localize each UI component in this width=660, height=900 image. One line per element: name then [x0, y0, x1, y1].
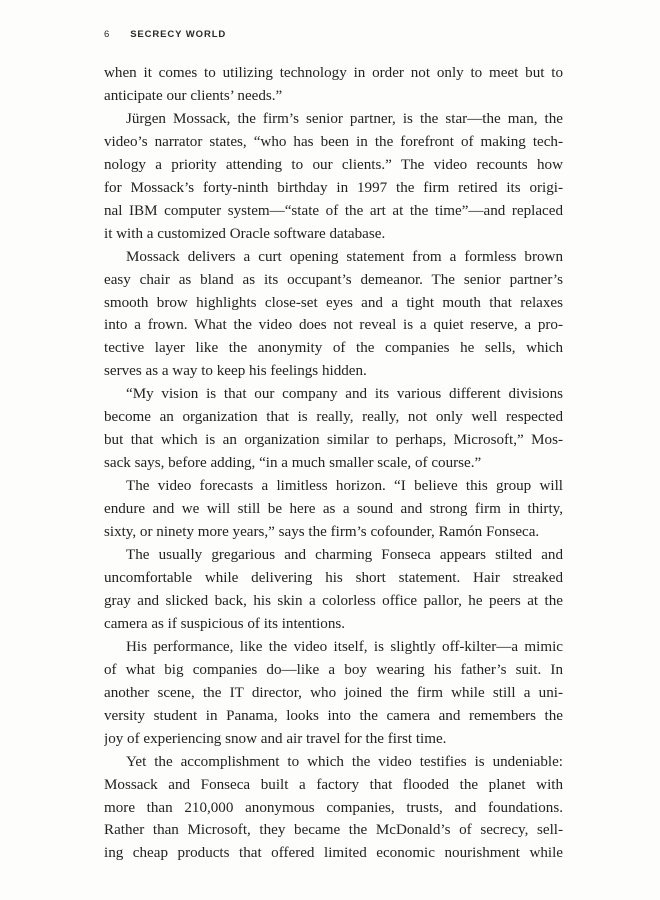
book-title: SECRECY WORLD — [130, 29, 227, 40]
text-line: serves as a way to keep his feelings hidden. — [104, 363, 367, 380]
text-line: Rather than Microsoft, they became the McDonald’s of secrecy, sell- — [104, 822, 563, 839]
text-line: it with a customized Oracle software database. — [104, 225, 386, 242]
text-line: The video forecasts a limitless horizon. “I believe this group will — [126, 478, 563, 495]
paragraph — [104, 751, 563, 866]
text-line: nology a priority attending to our clients.” The video recounts how — [104, 156, 563, 173]
text-line: Mossack delivers a curt opening statement from a formless brown — [126, 248, 563, 265]
text-line: joy of experiencing snow and air travel for the first time. — [104, 730, 447, 747]
text-line: sixty, or ninety more years,” says the firm’s cofounder, Ramón Fonseca. — [104, 524, 540, 541]
text-line: The usually gregarious and charming Fonseca appears stilted and — [126, 547, 563, 564]
page-number: 6 — [104, 29, 111, 40]
paragraph — [104, 636, 563, 751]
text-line: for Mossack’s forty-ninth birthday in 1997 the firm retired its origi- — [104, 179, 563, 196]
text-line: video’s narrator states, “who has been in the forefront of making tech- — [104, 133, 563, 150]
text-line: sack says, before adding, “in a much smaller scale, of course.” — [104, 455, 482, 472]
text-line: another scene, the IT director, who joined the firm while still a uni- — [104, 684, 563, 701]
paragraph — [104, 108, 563, 246]
text-line: endure and we will still be here as a sound and strong firm in thirty, — [104, 501, 563, 518]
text-line: Yet the accomplishment to which the video testifies is undeniable: — [126, 753, 563, 770]
text-line: His performance, like the video itself, is slightly off-kilter—a mimic — [126, 638, 563, 655]
paragraph — [104, 383, 563, 475]
text-line: more than 210,000 anonymous companies, trusts, and foundations. — [104, 799, 563, 816]
text-line: but that which is an organization similar to perhaps, Microsoft,” Mos- — [104, 432, 563, 449]
text-line: become an organization that is really, really, not only well respected — [104, 409, 563, 426]
text-line: smooth brow highlights close-set eyes and a tight mouth that relaxes — [104, 294, 563, 311]
paragraph — [104, 544, 563, 636]
text-line: Jürgen Mossack, the firm’s senior partner, is the star—the man, the — [126, 110, 563, 127]
text-line: gray and slicked back, his skin a colorless office pallor, he peers at the — [104, 592, 563, 609]
paragraph — [104, 62, 563, 108]
text-line: nal IBM computer system—“state of the art at the time”—and replaced — [104, 202, 563, 219]
running-head — [104, 29, 226, 40]
text-line: anticipate our clients’ needs.” — [104, 87, 283, 104]
text-line: of what big companies do—like a boy wearing his father’s suit. In — [104, 661, 563, 678]
text-line: uncomfortable while delivering his short statement. Hair streaked — [104, 569, 563, 586]
body-text — [104, 62, 563, 865]
paragraph — [104, 475, 563, 544]
text-line: Mossack and Fonseca built a factory that flooded the planet with — [104, 776, 563, 793]
text-line: camera as if suspicious of its intentions. — [104, 615, 346, 632]
text-line: ing cheap products that offered limited economic nourishment while — [104, 845, 563, 862]
text-line: when it comes to utilizing technology in order not only to meet but to — [104, 65, 563, 81]
text-line: “My vision is that our company and its various different divisions — [126, 386, 563, 403]
text-line: versity student in Panama, looks into the camera and remembers the — [104, 707, 563, 724]
paragraph — [104, 246, 563, 384]
text-line: easy chair as bland as its occupant’s demeanor. The senior partner’s — [104, 271, 563, 288]
text-line: tective layer like the anonymity of the companies he sells, which — [104, 340, 563, 357]
text-line: into a frown. What the video does not reveal is a quiet reserve, a pro- — [104, 317, 563, 334]
